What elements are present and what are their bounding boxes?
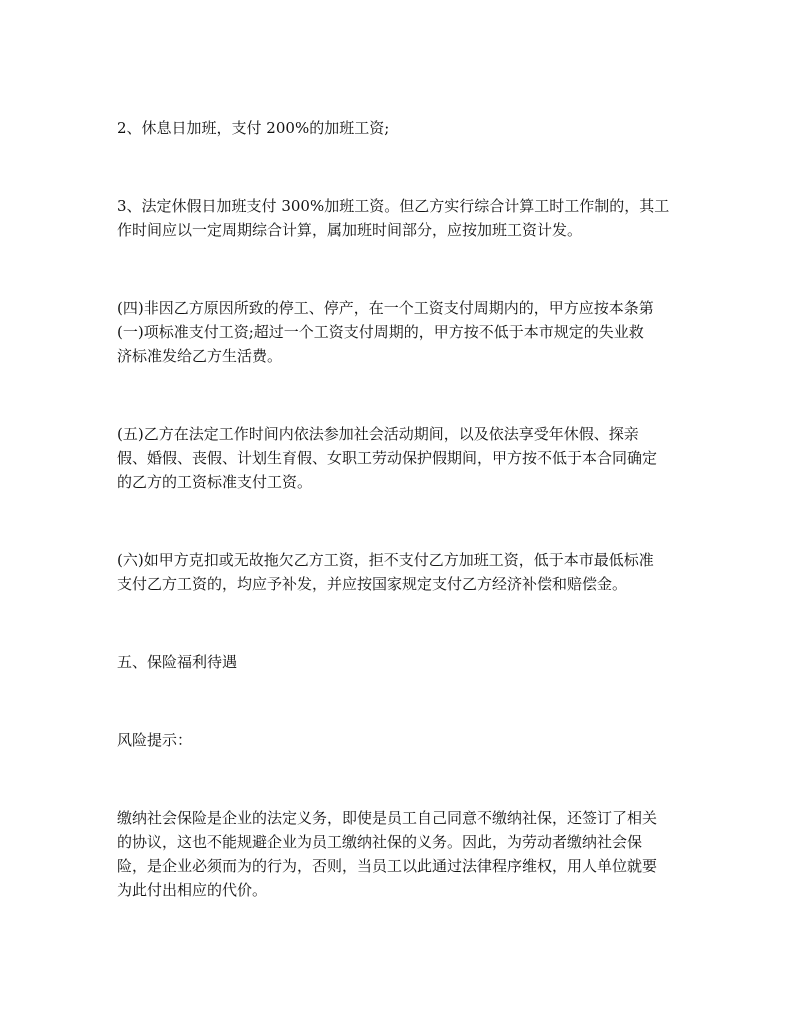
text-line: 的协议，这也不能规避企业为员工缴纳社保的义务。因此，为劳动者缴纳社会保 (117, 833, 643, 851)
text-line: 支付乙方工资的，均应予补发，并应按国家规定支付乙方经济补偿和赔偿金。 (117, 575, 628, 593)
clause-statutory-holiday-overtime (117, 194, 717, 242)
risk-notice-body (117, 806, 717, 902)
document-body (117, 116, 717, 956)
text-line: 险，是企业必须而为的行为，否则，当员工以此通过法律程序维权，用人单位就要 (117, 857, 658, 875)
section-heading: 五、保险福利待遇 (117, 653, 238, 671)
risk-notice-label (117, 728, 717, 752)
risk-label: 风险提示： (117, 731, 193, 749)
text-line: 假、婚假、丧假、计划生育假、女职工劳动保护假期间，甲方按不低于本合同确定 (117, 449, 658, 467)
clause-four-work-stoppage (117, 296, 717, 368)
text-line: (一)项标准支付工资;超过一个工资支付周期的，甲方按不低于本市规定的失业救 (117, 323, 644, 341)
text-line: 济标准发给乙方生活费。 (117, 347, 283, 365)
text-line: 3、法定休假日加班支付 300%加班工资。但乙方实行综合计算工时工作制的，其工 (117, 197, 670, 215)
section-heading-insurance-welfare (117, 650, 717, 674)
text-line: (四)非因乙方原因所致的停工、停产，在一个工资支付周期内的，甲方应按本条第 (117, 299, 654, 317)
text-line: 2、休息日加班，支付 200%的加班工资; (117, 119, 390, 137)
text-line: 为此付出相应的代价。 (117, 881, 268, 899)
text-line: (五)乙方在法定工作时间内依法参加社会活动期间，以及依法享受年休假、探亲 (117, 425, 639, 443)
clause-five-paid-leave (117, 422, 717, 494)
text-line: 缴纳社会保险是企业的法定义务，即使是员工自己同意不缴纳社保，还签订了相关 (117, 809, 658, 827)
clause-rest-day-overtime (117, 116, 717, 140)
text-line: 作时间应以一定周期综合计算，属加班时间部分，应按加班工资计发。 (117, 221, 583, 239)
text-line: 的乙方的工资标准支付工资。 (117, 473, 313, 491)
clause-six-wage-arrears (117, 548, 717, 596)
text-line: (六)如甲方克扣或无故拖欠乙方工资，拒不支付乙方加班工资，低于本市最低标准 (117, 551, 654, 569)
